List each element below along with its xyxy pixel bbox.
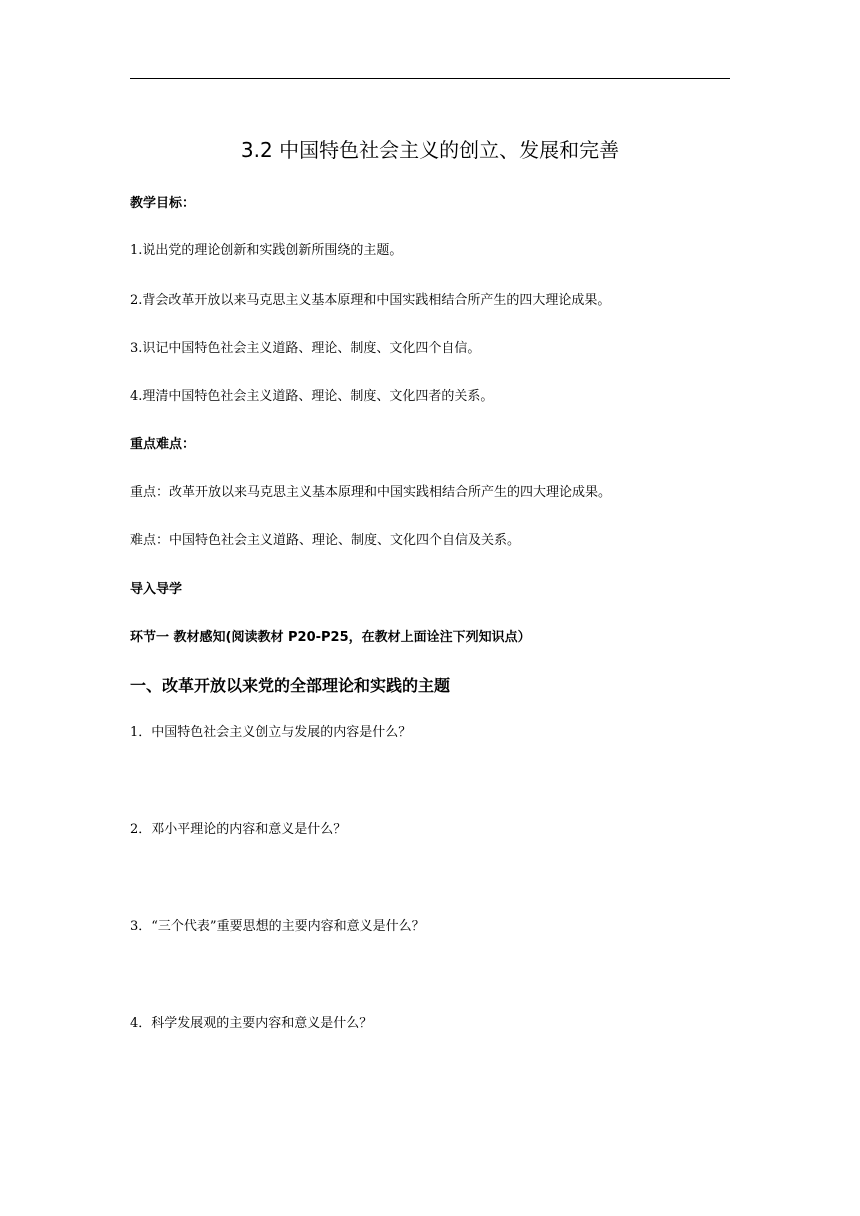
question-item-3: 3．“三个代表”重要思想的主要内容和意义是什么？ <box>130 919 425 934</box>
key-points-label: 重点难点： <box>130 437 196 452</box>
question-item-2: 2．邓小平理论的内容和意义是什么？ <box>130 822 347 837</box>
objectives-label: 教学目标： <box>130 196 196 211</box>
objective-item-1: 1.说出党的理论创新和实践创新所围绕的主题。 <box>130 243 403 258</box>
question-item-1: 1．中国特色社会主义创立与发展的内容是什么？ <box>130 725 412 740</box>
header-rule <box>130 78 730 79</box>
objective-item-2: 2.背会改革开放以来马克思主义基本原理和中国实践相结合所产生的四大理论成果。 <box>130 293 611 308</box>
key-point: 重点：改革开放以来马克思主义基本原理和中国实践相结合所产生的四大理论成果。 <box>130 485 612 500</box>
section-one-label: 环节一 教材感知(阅读教材 P20-P25，在教材上面诠注下列知识点） <box>130 630 531 645</box>
objective-item-4: 4.理清中国特色社会主义道路、理论、制度、文化四者的关系。 <box>130 389 494 404</box>
objective-item-3: 3.识记中国特色社会主义道路、理论、制度、文化四个自信。 <box>130 341 481 356</box>
difficult-point: 难点：中国特色社会主义道路、理论、制度、文化四个自信及关系。 <box>130 533 521 548</box>
question-item-4: 4．科学发展观的主要内容和意义是什么？ <box>130 1016 373 1031</box>
heading-one: 一、改革开放以来党的全部理论和实践的主题 <box>130 676 451 695</box>
intro-label: 导入导学 <box>130 582 183 597</box>
page-title: 3.2 中国特色社会主义的创立、发展和完善 <box>240 138 620 162</box>
